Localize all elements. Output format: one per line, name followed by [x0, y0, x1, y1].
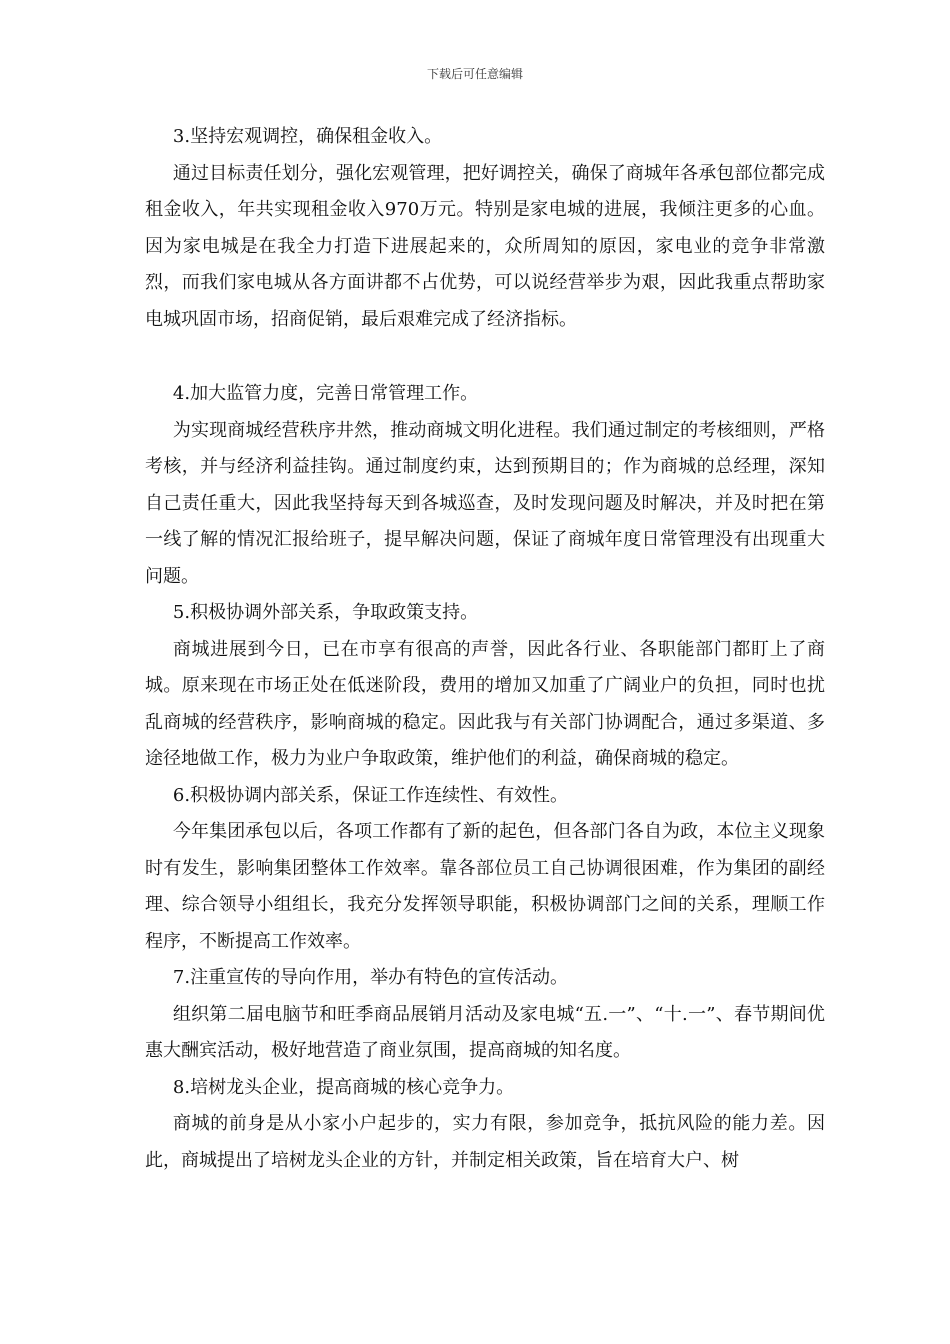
section-5-heading: 5.积极协调外部关系，争取政策支持。	[172, 602, 479, 623]
section-6-paragraph: 今年集团承包以后，各项工作都有了新的起色，但各部门各自为政，本位主义现象时有发生，影响集团整体工作效率。靠各部位员工自己协调很困难，作为集团的副经理、综合领导小组组长，我充分发挥领导职能，积极协调部门之间的关系，理顺工作程序，不断提高工作效率。	[145, 821, 825, 952]
section-5-paragraph: 商城进展到今日，已在市享有很高的声誉，因此各行业、各职能部门都盯上了商城。原来现在市场正处在低迷阶段，费用的增加又加重了广阔业户的负担，同时也扰乱商城的经营秩序，影响商城的稳定。因此我与有关部门协调配合，通过多渠道、多途径地做工作，极力为业户争取政策，维护他们的利益，确保商城的稳定。	[145, 638, 825, 769]
document-body	[145, 119, 825, 1179]
section-4-paragraph: 为实现商城经营秩序井然，推动商城文明化进程。我们通过制定的考核细则，严格考核，并与经济利益挂钩。通过制度约束，达到预期目的；作为商城的总经理，深知自己责任重大，因此我坚持每天到各城巡查，及时发现问题及时解决，并及时把在第一线了解的情况汇报给班子，提早解决问题，保证了商城年度日常管理没有出现重大问题。	[145, 419, 825, 587]
section-7-heading: 7.注重宣传的导向作用，举办有特色的宣传活动。	[172, 967, 569, 988]
page-header-note: 下载后可任意编辑	[426, 67, 523, 81]
section-3-heading: 3.坚持宏观调控，确保租金收入。	[172, 126, 443, 147]
section-8-paragraph: 商城的前身是从小家小户起步的，实力有限，参加竞争，抵抗风险的能力差。因此，商城提出了培树龙头企业的方针，并制定相关政策，旨在培育大户、树	[145, 1113, 825, 1171]
section-7-paragraph: 组织第二届电脑节和旺季商品展销月活动及家电城“五.一”、“十.一”、春节期间优惠大酬宾活动，极好地营造了商业氛围，提高商城的知名度。	[145, 1003, 825, 1061]
section-4-heading: 4.加大监管力度，完善日常管理工作。	[172, 383, 479, 404]
section-8-heading: 8.培树龙头企业，提高商城的核心竞争力。	[172, 1076, 515, 1098]
section-6-heading: 6.积极协调内部关系，保证工作连续性、有效性。	[172, 784, 569, 806]
section-3-paragraph: 通过目标责任划分，强化宏观管理，把好调控关，确保了商城年各承包部位都完成租金收入，年共实现租金收入970万元。特别是家电城的进展，我倾注更多的心血。因为家电城是在我全力打造下进展起来的，众所周知的原因，家电业的竞争非常激烈，而我们家电城从各方面讲都不占优势，可以说经营举步为艰，因此我重点帮助家电城巩固市场，招商促销，最后艰难完成了经济指标。	[145, 162, 825, 330]
